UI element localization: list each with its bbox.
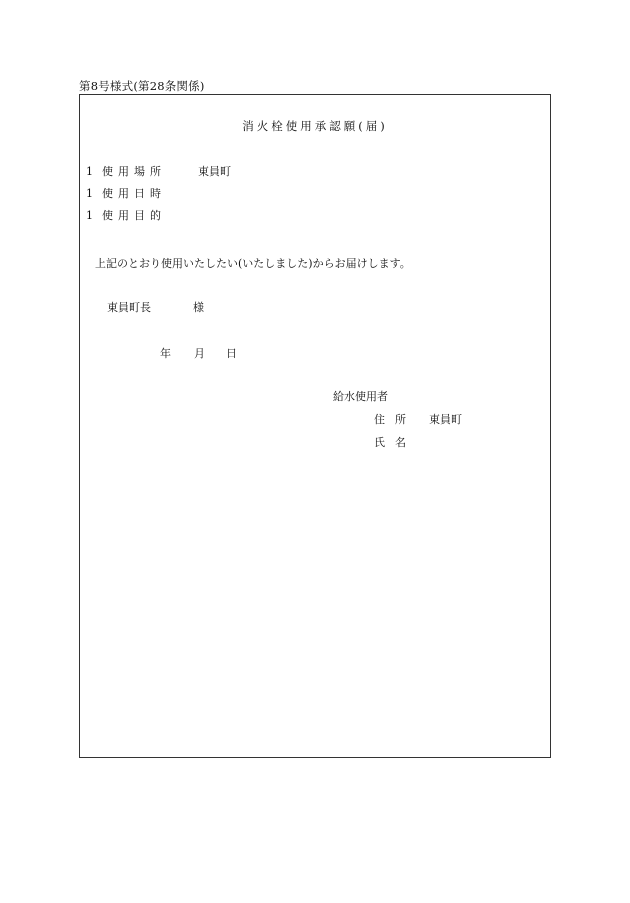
item-number-datetime: 1	[86, 187, 93, 200]
applicant-title: 給水使用者	[333, 390, 388, 403]
date-day-label: 日	[226, 347, 237, 360]
item-number-location: 1	[86, 165, 93, 178]
statement-text: 上記のとおり使用いたしたい(いたしました)からお届けします。	[95, 257, 411, 270]
item-label-location: 使用場所	[102, 165, 166, 178]
date-month-label: 月	[194, 347, 205, 360]
form-reference: 第8号様式(第28条関係)	[79, 79, 205, 93]
application-form-frame	[79, 94, 551, 758]
item-label-purpose: 使用目的	[102, 209, 166, 222]
applicant-address-value: 東員町	[429, 413, 462, 426]
item-number-purpose: 1	[86, 209, 93, 222]
addressee: 東員町長	[107, 301, 151, 314]
applicant-address-label: 住所	[374, 413, 416, 426]
date-year-label: 年	[160, 347, 171, 360]
item-label-datetime: 使用日時	[102, 187, 166, 200]
honorific: 様	[193, 301, 204, 314]
form-title: 消火栓使用承認願(届)	[242, 119, 388, 133]
applicant-name-label: 氏名	[374, 436, 416, 449]
item-value-location: 東員町	[198, 165, 231, 178]
